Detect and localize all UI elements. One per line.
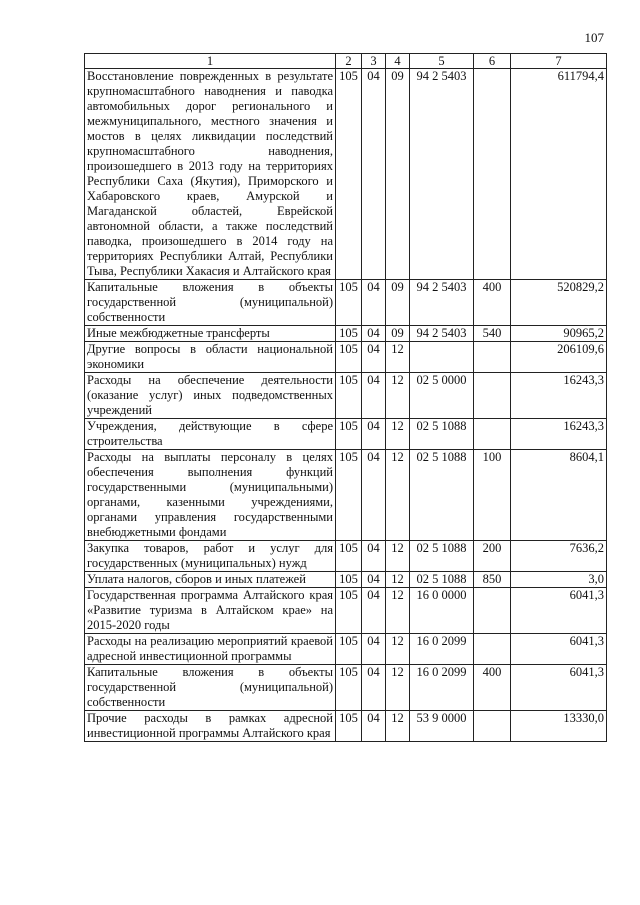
amount: 6041,3 [511, 665, 607, 711]
subsection-code: 12 [386, 373, 410, 419]
table-row [85, 711, 607, 742]
subsection-code: 12 [386, 541, 410, 572]
section-code: 04 [362, 373, 386, 419]
amount: 7636,2 [511, 541, 607, 572]
subsection-code: 12 [386, 665, 410, 711]
expense-name: Иные межбюджетные трансферты [85, 326, 336, 342]
section-code: 04 [362, 450, 386, 541]
subsection-code: 12 [386, 572, 410, 588]
expense-type-code [474, 373, 511, 419]
ministry-code: 105 [336, 69, 362, 280]
expense-type-code [474, 342, 511, 373]
section-code: 04 [362, 326, 386, 342]
target-article-code: 16 0 2099 [410, 665, 474, 711]
expense-name: Закупка товаров, работ и услуг для государственных (муниципальных) нужд [85, 541, 336, 572]
ministry-code: 105 [336, 280, 362, 326]
target-article-code: 02 5 1088 [410, 572, 474, 588]
section-code: 04 [362, 342, 386, 373]
amount: 6041,3 [511, 588, 607, 634]
expense-type-code [474, 634, 511, 665]
expense-type-code: 100 [474, 450, 511, 541]
amount: 16243,3 [511, 419, 607, 450]
subsection-code: 12 [386, 634, 410, 665]
subsection-code: 12 [386, 588, 410, 634]
expense-name: Учреждения, действующие в сфере строительства [85, 419, 336, 450]
expense-name: Прочие расходы в рамках адресной инвестиционной программы Алтайского края [85, 711, 336, 742]
ministry-code: 105 [336, 588, 362, 634]
subsection-code: 12 [386, 419, 410, 450]
ministry-code: 105 [336, 711, 362, 742]
expense-type-code: 200 [474, 541, 511, 572]
expense-type-code [474, 69, 511, 280]
amount: 611794,4 [511, 69, 607, 280]
expense-type-code [474, 711, 511, 742]
section-code: 04 [362, 280, 386, 326]
table-row [85, 665, 607, 711]
expense-type-code: 400 [474, 665, 511, 711]
target-article-code: 94 2 5403 [410, 69, 474, 280]
column-header: 3 [362, 54, 386, 69]
section-code: 04 [362, 634, 386, 665]
amount: 90965,2 [511, 326, 607, 342]
column-header: 5 [410, 54, 474, 69]
target-article-code: 94 2 5403 [410, 280, 474, 326]
column-header: 4 [386, 54, 410, 69]
target-article-code: 16 0 0000 [410, 588, 474, 634]
table-row [85, 342, 607, 373]
expense-name: Восстановление поврежденных в результате крупномасштабного наводнения и паводка автомобильных дорог регионального и межмуниципального, местного значения и мостов в целях ликвидации последствий крупномасштабного наводнения, произошедшего в 2013 году на территориях Республики Саха (Якутия), Приморского и Хабаровского краев, Амурской и Магаданской областей, Еврейской автономной области, а также последствий паводка, произошедшего в 2014 году на территориях Республики Алтай, Республики Тыва, Республики Хакасия и Алтайского края [85, 69, 336, 280]
subsection-code: 12 [386, 342, 410, 373]
subsection-code: 09 [386, 326, 410, 342]
section-code: 04 [362, 419, 386, 450]
amount: 3,0 [511, 572, 607, 588]
ministry-code: 105 [336, 342, 362, 373]
target-article-code: 02 5 1088 [410, 450, 474, 541]
column-header: 6 [474, 54, 511, 69]
subsection-code: 09 [386, 280, 410, 326]
expense-name: Расходы на реализацию мероприятий краевой адресной инвестиционной программы [85, 634, 336, 665]
expense-name: Другие вопросы в области национальной экономики [85, 342, 336, 373]
target-article-code: 02 5 1088 [410, 419, 474, 450]
expense-name: Государственная программа Алтайского края «Развитие туризма в Алтайском крае» на 2015-2020 годы [85, 588, 336, 634]
subsection-code: 09 [386, 69, 410, 280]
table-row [85, 373, 607, 419]
expense-type-code [474, 588, 511, 634]
target-article-code: 16 0 2099 [410, 634, 474, 665]
target-article-code: 94 2 5403 [410, 326, 474, 342]
target-article-code: 02 5 0000 [410, 373, 474, 419]
table-row [85, 572, 607, 588]
section-code: 04 [362, 69, 386, 280]
section-code: 04 [362, 665, 386, 711]
subsection-code: 12 [386, 711, 410, 742]
section-code: 04 [362, 588, 386, 634]
target-article-code: 53 9 0000 [410, 711, 474, 742]
section-code: 04 [362, 541, 386, 572]
table-body [85, 54, 607, 742]
ministry-code: 105 [336, 326, 362, 342]
column-header: 7 [511, 54, 607, 69]
budget-table [84, 53, 607, 742]
target-article-code [410, 342, 474, 373]
expense-name: Расходы на обеспечение деятельности (оказание услуг) иных подведомственных учреждений [85, 373, 336, 419]
expense-type-code: 400 [474, 280, 511, 326]
expense-type-code [474, 419, 511, 450]
ministry-code: 105 [336, 572, 362, 588]
amount: 16243,3 [511, 373, 607, 419]
table-row [85, 634, 607, 665]
expense-type-code: 540 [474, 326, 511, 342]
table-row [85, 280, 607, 326]
expense-name: Капитальные вложения в объекты государственной (муниципальной) собственности [85, 665, 336, 711]
amount: 8604,1 [511, 450, 607, 541]
amount: 206109,6 [511, 342, 607, 373]
table-row [85, 588, 607, 634]
subsection-code: 12 [386, 450, 410, 541]
ministry-code: 105 [336, 373, 362, 419]
table-row [85, 541, 607, 572]
table-row [85, 326, 607, 342]
expense-name: Расходы на выплаты персоналу в целях обеспечения выполнения функций государственными (муниципальными) органами, казенными учреждениями, органами управления государственными внебюджетными фондами [85, 450, 336, 541]
amount: 6041,3 [511, 634, 607, 665]
column-header: 1 [85, 54, 336, 69]
expense-name: Капитальные вложения в объекты государственной (муниципальной) собственности [85, 280, 336, 326]
table-row [85, 419, 607, 450]
amount: 520829,2 [511, 280, 607, 326]
expense-type-code: 850 [474, 572, 511, 588]
column-header: 2 [336, 54, 362, 69]
section-code: 04 [362, 572, 386, 588]
ministry-code: 105 [336, 665, 362, 711]
section-code: 04 [362, 711, 386, 742]
target-article-code: 02 5 1088 [410, 541, 474, 572]
page-number: 107 [584, 30, 604, 45]
header-row [85, 54, 607, 69]
ministry-code: 105 [336, 634, 362, 665]
ministry-code: 105 [336, 450, 362, 541]
table-row [85, 69, 607, 280]
amount: 13330,0 [511, 711, 607, 742]
ministry-code: 105 [336, 419, 362, 450]
expense-name: Уплата налогов, сборов и иных платежей [85, 572, 336, 588]
table-row [85, 450, 607, 541]
ministry-code: 105 [336, 541, 362, 572]
